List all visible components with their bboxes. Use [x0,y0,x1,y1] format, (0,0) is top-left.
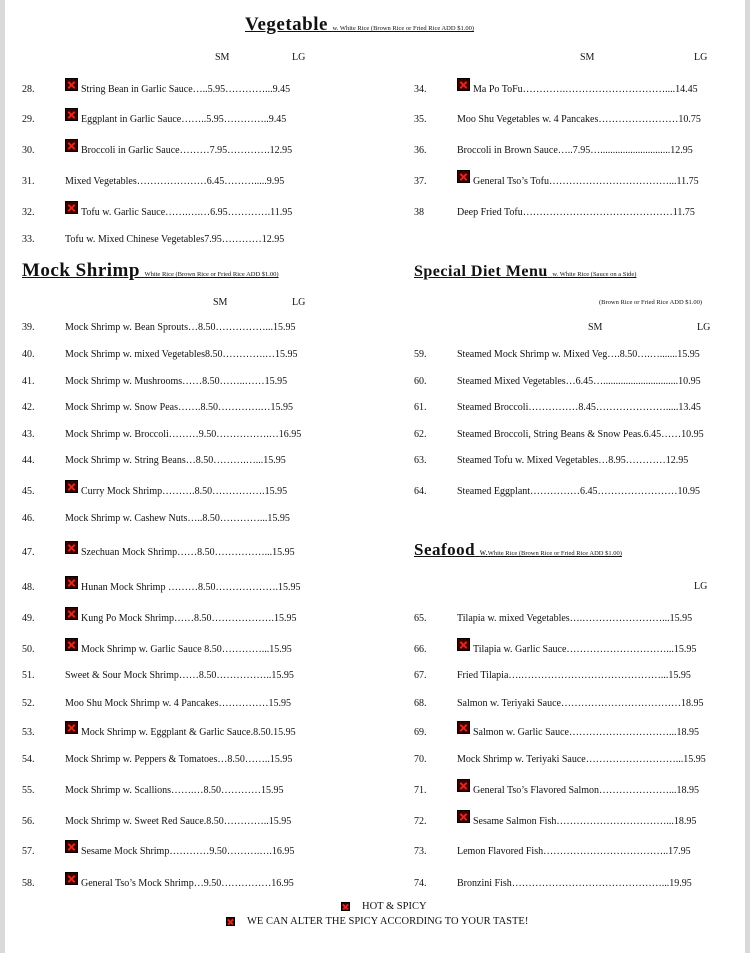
menu-item-number: 30. [22,145,35,156]
menu-item-text-wrap [457,670,691,681]
hot-pepper-icon [457,810,470,823]
seafood-title-text: Seafood [414,540,476,559]
menu-item-row [414,141,726,157]
vegetable-col-lg-right: LG [694,52,708,63]
menu-item-text-wrap [457,114,701,125]
menu-item-name-price: Bronzini Fish………………………………………...19.95 [457,878,692,889]
hot-pepper-icon [457,721,470,734]
hot-pepper-icon [65,541,78,554]
menu-item-name-price: Mock Shrimp w. Sweet Red Sauce.8.50…………..15.95 [65,816,292,827]
menu-item-row [22,609,322,625]
hot-pepper-icon [457,779,470,792]
menu-item-row [414,640,726,656]
menu-item-name-price: Tofu w. Mixed Chinese Vegetables7.95…………12.95 [65,234,285,245]
vegetable-note: w. White Rice (Brown Rice or Fried Rice ADD $1.00) [332,25,474,32]
menu-item-name-price: Mock Shrimp w. Teriyaki Sauce………………………...15.95 [457,754,706,765]
menu-item-row [414,172,726,188]
menu-item-name-price: Mock Shrimp w. String Beans…8.50……….…...15.95 [65,455,286,466]
menu-item-text-wrap [65,670,294,681]
menu-item-row [414,842,726,858]
menu-item-row [414,874,726,890]
hot-pepper-icon [65,638,78,651]
menu-item-row [22,578,322,594]
menu-item-number: 28. [22,84,35,95]
menu-item-name-price: General Tso’s Flavored Salmon…………………...18.95 [473,785,700,796]
menu-item-name-price: Mock Shrimp w. mixed Vegetables8.50………….…15.95 [65,349,298,360]
menu-item-name-price: Tilapia w. Garlic Sauce…………………………...15.95 [473,644,697,655]
menu-item-number: 42. [22,402,35,413]
menu-item-number: 32. [22,207,35,218]
menu-item-text-wrap [65,322,295,333]
menu-item-text-wrap [457,207,695,218]
menu-item-name-price: String Bean in Garlic Sauce…..5.95…………...9.45 [81,84,291,95]
menu-item-row [414,80,726,96]
section-title-vegetable [245,14,474,36]
menu-item-number: 47. [22,547,35,558]
menu-item-row [414,750,726,766]
menu-item-name-price: Salmon w. Garlic Sauce…………………………...18.95 [473,727,699,738]
menu-item-number: 39. [22,322,35,333]
hot-pepper-icon [65,721,78,734]
menu-item-text-wrap [457,783,699,796]
menu-item-row [22,482,322,498]
menu-item-row [22,874,322,890]
hot-pepper-icon [65,78,78,91]
menu-item-name-price: Mock Shrimp w. Snow Peas…….8.50………….…15.95 [65,402,293,413]
menu-item-number: 53. [22,727,35,738]
menu-item-number: 57. [22,846,35,857]
menu-item-row [22,230,322,246]
menu-item-name-price: Steamed Mixed Vegetables…6.45…..............................10.95 [457,376,701,387]
menu-item-text-wrap [457,82,698,95]
special-diet-title-text: Special Diet Menu [414,263,548,280]
page-edge-right [745,0,750,953]
menu-item-text-wrap [457,429,704,440]
menu-item-row [414,723,726,739]
menu-item-row [414,110,726,126]
menu-item-text-wrap [65,844,294,857]
menu-item-number: 50. [22,644,35,655]
menu-item-row [414,781,726,797]
legend-hot-label: HOT & SPICY [362,901,427,912]
menu-item-name-price: Steamed Broccoli, String Beans & Snow Peas.6.45……10.95 [457,429,704,440]
menu-item-name-price: Curry Mock Shrimp……….8.50…………….15.95 [81,486,288,497]
menu-item-name-price: Hunan Mock Shrimp ………8.50……………….15.95 [81,582,301,593]
menu-item-text-wrap [65,513,290,524]
menu-item-number: 37. [414,176,427,187]
section-title-special-diet [414,263,636,281]
hot-pepper-icon [65,607,78,620]
menu-item-text-wrap [65,349,297,360]
menu-item-number: 60. [414,376,427,387]
menu-item-text-wrap [457,698,704,709]
menu-item-row [22,694,322,710]
menu-item-row [414,425,726,441]
menu-item-row [414,812,726,828]
menu-item-row [22,666,322,682]
hot-pepper-icon [65,139,78,152]
menu-item-text-wrap [457,725,699,738]
menu-item-number: 51. [22,670,35,681]
menu-item-name-price: Szechuan Mock Shrimp……8.50……………...15.95 [81,547,295,558]
menu-item-text-wrap [457,455,688,466]
vegetable-title-text: Vegetable [245,14,328,35]
vegetable-col-sm-right: SM [580,52,595,63]
menu-item-name-price: Steamed Tofu w. Mixed Vegetables…8.95…………12.95 [457,455,689,466]
hot-pepper-icon [65,872,78,885]
menu-item-row [22,318,322,334]
menu-item-text-wrap [65,580,300,593]
hot-pepper-icon [457,638,470,651]
hot-pepper-icon [226,917,235,926]
menu-item-row [22,372,322,388]
menu-item-number: 48. [22,582,35,593]
menu-item-row [414,345,726,361]
menu-item-number: 70. [414,754,427,765]
menu-item-name-price: Eggplant in Garlic Sauce……..5.95…………..9.45 [81,114,287,125]
seafood-col-lg: LG [694,581,708,592]
menu-item-text-wrap [65,816,291,827]
menu-item-row [22,110,322,126]
menu-item-text-wrap [457,754,706,765]
special-diet-note2: (Brown Rice or Fried Rice ADD $1.00) [599,299,703,306]
menu-item-name-price: Steamed Eggplant……………6.45……………………10.95 [457,486,701,497]
menu-item-row [22,842,322,858]
menu-item-number: 68. [414,698,427,709]
menu-item-text-wrap [65,402,293,413]
menu-item-row [22,203,322,219]
menu-item-text-wrap [65,611,297,624]
menu-item-number: 45. [22,486,35,497]
menu-item-text-wrap [65,484,287,497]
menu-item-text-wrap [457,846,691,857]
menu-item-name-price: Mock Shrimp w. Eggplant & Garlic Sauce.8.50.15.95 [81,727,296,738]
menu-item-name-price: Sesame Mock Shrimp…………9.50……….….16.95 [81,846,295,857]
hot-pepper-icon [65,108,78,121]
menu-item-number: 59. [414,349,427,360]
menu-item-row [414,609,726,625]
menu-item-row [22,781,322,797]
menu-item-row [22,750,322,766]
legend-hot-spicy [341,901,427,912]
mock-shrimp-col-lg: LG [292,297,306,308]
menu-item-number: 33. [22,234,35,245]
menu-item-number: 49. [22,613,35,624]
menu-item-text-wrap [65,876,294,889]
menu-item-text-wrap [65,545,295,558]
menu-item-name-price: Fried Tilapia….……………………………………...15.95 [457,670,691,681]
menu-item-name-price: General Tso’s Tofu………………………………...11.75 [473,176,699,187]
menu-item-name-price: Mock Shrimp w. Broccoli………9.50…………….…16.95 [65,429,302,440]
menu-item-number: 34. [414,84,427,95]
menu-item-number: 43. [22,429,35,440]
menu-item-text-wrap [65,725,296,738]
menu-item-row [22,141,322,157]
menu-item-name-price: Salmon w. Teriyaki Sauce………………………………18.95 [457,698,704,709]
menu-item-row [22,640,322,656]
menu-item-name-price: Broccoli in Garlic Sauce………7.95………….12.95 [81,145,293,156]
menu-item-name-price: Mock Shrimp w. Scallions…….…8.50…………15.95 [65,785,284,796]
hot-pepper-icon [65,480,78,493]
menu-item-number: 38 [414,207,424,218]
menu-item-number: 35. [414,114,427,125]
menu-item-text-wrap [65,176,284,187]
menu-item-name-price: Sweet & Sour Mock Shrimp……8.50……………..15.95 [65,670,294,681]
menu-item-number: 54. [22,754,35,765]
page-edge-left [0,0,5,953]
hot-pepper-icon [457,170,470,183]
menu-item-number: 72. [414,816,427,827]
menu-item-name-price: Kung Po Mock Shrimp……8.50……………….15.95 [81,613,297,624]
menu-item-row [22,723,322,739]
special-diet-note: w. White Rice (Sauce on a Side) [552,271,637,278]
menu-item-text-wrap [65,642,292,655]
menu-item-text-wrap [65,429,301,440]
menu-item-number: 65. [414,613,427,624]
menu-item-text-wrap [65,82,290,95]
menu-item-number: 29. [22,114,35,125]
menu-item-text-wrap [457,878,692,889]
hot-pepper-icon [65,576,78,589]
menu-item-row [22,398,322,414]
menu-item-row [22,345,322,361]
legend-alter-spicy [226,916,528,927]
menu-item-number: 56. [22,816,35,827]
menu-item-number: 71. [414,785,427,796]
menu-item-number: 61. [414,402,427,413]
menu-item-text-wrap [457,349,700,360]
menu-item-row [414,398,726,414]
menu-item-name-price: Moo Shu Vegetables w. 4 Pancakes……………………10.75 [457,114,701,125]
menu-item-name-price: Mock Shrimp w. Bean Sprouts…8.50……………...15.95 [65,322,296,333]
menu-item-name-price: Ma Po ToFu………….…………………………....14.45 [473,84,698,95]
menu-item-number: 36. [414,145,427,156]
menu-item-row [22,80,322,96]
menu-item-text-wrap [65,376,287,387]
menu-item-number: 41. [22,376,35,387]
menu-item-row [414,372,726,388]
menu-item-text-wrap [457,174,699,187]
menu-item-row [414,203,726,219]
menu-item-number: 66. [414,644,427,655]
mock-shrimp-note: White Rice (Brown Rice or Fried Rice ADD $1.00) [144,271,279,278]
seafood-note: White Rice (Brown Rice or Fried Rice ADD $1.00) [487,550,622,557]
special-diet-col-lg: LG [697,322,711,333]
menu-item-text-wrap [65,785,284,796]
menu-item-number: 63. [414,455,427,466]
menu-item-text-wrap [457,642,696,655]
menu-item-number: 55. [22,785,35,796]
legend-alter-label: WE CAN ALTER THE SPICY ACCORDING TO YOUR TASTE! [247,916,529,927]
section-title-seafood [414,540,622,560]
menu-item-text-wrap [457,613,692,624]
menu-item-text-wrap [457,814,696,827]
menu-item-text-wrap [65,112,286,125]
menu-item-row [22,509,322,525]
hot-pepper-icon [341,902,350,911]
mock-shrimp-title-text: Mock Shrimp [22,260,140,281]
menu-item-text-wrap [457,402,701,413]
menu-item-name-price: Mock Shrimp w. Garlic Sauce 8.50…………...15.95 [81,644,292,655]
menu-item-name-price: Mixed Vegetables…………………6.45……….....9.95 [65,176,285,187]
section-title-mock-shrimp [22,260,279,282]
menu-item-number: 73. [414,846,427,857]
menu-item-text-wrap [65,698,291,709]
menu-item-name-price: Sesame Salmon Fish……………………………...18.95 [473,816,697,827]
menu-item-row [414,694,726,710]
seafood-note-w: w. [479,547,488,557]
menu-item-row [414,451,726,467]
menu-item-row [22,172,322,188]
menu-item-name-price: Tofu w. Garlic Sauce…….….…6.95………….11.95 [81,207,293,218]
menu-item-row [414,482,726,498]
menu-item-name-price: General Tso’s Mock Shrimp…9.50……………16.95 [81,878,294,889]
menu-item-row [414,666,726,682]
menu-item-text-wrap [65,754,292,765]
menu-item-row [22,425,322,441]
menu-item-name-price: Mock Shrimp w. Peppers & Tomatoes…8.50……..15.95 [65,754,293,765]
menu-item-row [22,451,322,467]
menu-item-name-price: Moo Shu Mock Shrimp w. 4 Pancakes……………15.95 [65,698,292,709]
menu-item-number: 52. [22,698,35,709]
menu-item-text-wrap [457,145,693,156]
menu-item-number: 40. [22,349,35,360]
hot-pepper-icon [457,78,470,91]
menu-item-name-price: Broccoli in Brown Sauce…..7.95…............................12.95 [457,145,693,156]
menu-item-name-price: Mock Shrimp w. Cashew Nuts…..8.50…………...15.95 [65,513,290,524]
menu-item-number: 67. [414,670,427,681]
menu-item-text-wrap [65,143,292,156]
menu-item-row [22,543,322,559]
menu-item-name-price: Steamed Mock Shrimp w. Mixed Veg….8.50….….......15.95 [457,349,700,360]
menu-item-row [22,812,322,828]
menu-item-number: 62. [414,429,427,440]
menu-item-number: 64. [414,486,427,497]
menu-item-number: 31. [22,176,35,187]
menu-item-text-wrap [457,486,700,497]
menu-item-text-wrap [457,376,701,387]
special-diet-col-sm: SM [588,322,603,333]
menu-item-text-wrap [65,455,286,466]
hot-pepper-icon [65,201,78,214]
menu-item-name-price: Steamed Broccoli……………8.45………………….....13.45 [457,402,701,413]
menu-item-number: 44. [22,455,35,466]
menu-item-number: 69. [414,727,427,738]
menu-item-number: 74. [414,878,427,889]
vegetable-col-sm: SM [215,52,230,63]
hot-pepper-icon [65,840,78,853]
menu-item-name-price: Deep Fried Tofu………………………………………11.75 [457,207,695,218]
menu-item-text-wrap [65,234,284,245]
menu-item-number: 46. [22,513,35,524]
menu-item-name-price: Lemon Flavored Fish………………………………..17.95 [457,846,691,857]
menu-item-text-wrap [65,205,292,218]
menu-item-name-price: Tilapia w. mixed Vegetables….……………………...15.95 [457,613,693,624]
vegetable-col-lg: LG [292,52,306,63]
mock-shrimp-col-sm: SM [213,297,228,308]
menu-item-name-price: Mock Shrimp w. Mushrooms……8.50……..……15.95 [65,376,288,387]
menu-item-number: 58. [22,878,35,889]
